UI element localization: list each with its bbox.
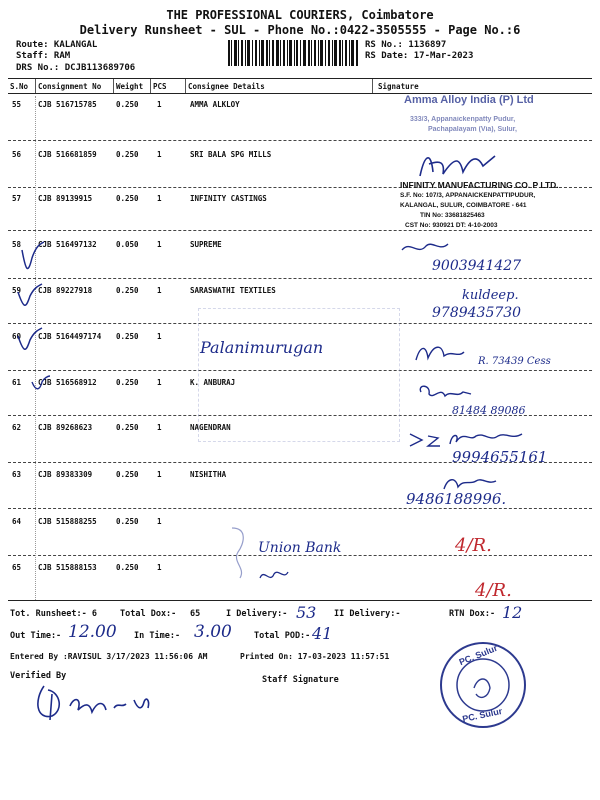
row-sno: 56 — [12, 150, 22, 159]
signature-61 — [415, 382, 475, 406]
row-weight: 0.250 — [116, 563, 139, 572]
row-divider — [8, 278, 592, 279]
col-divider — [150, 79, 151, 93]
total-pod-value: 41 — [312, 624, 333, 643]
row-weight: 0.050 — [116, 240, 139, 249]
name-59: kuldeep. — [462, 288, 519, 303]
row-sno: 60 — [12, 332, 22, 341]
verified-signature — [30, 680, 160, 725]
phone-63: 9486188996. — [406, 490, 507, 508]
row-pcs: 1 — [157, 563, 162, 572]
drs-number: DRS No.: DCJB113689706 — [16, 63, 136, 73]
row-sno: 57 — [12, 194, 22, 203]
stamp-amma-name: Amma Alloy India (P) Ltd — [404, 94, 534, 106]
row-weight: 0.250 — [116, 378, 139, 387]
in-time-value: 3.00 — [194, 622, 232, 642]
row-sno: 63 — [12, 470, 22, 479]
row-pcs: 1 — [157, 423, 162, 432]
barcode — [228, 40, 358, 66]
row-pcs: 1 — [157, 150, 162, 159]
row-sno: 59 — [12, 286, 22, 295]
row-weight: 0.250 — [116, 517, 139, 526]
row-consignee: AMMA ALKLOY — [190, 100, 240, 109]
row-pcs: 1 — [157, 286, 162, 295]
staff-signature-label: Staff Signature — [262, 675, 339, 685]
row-pcs: 1 — [157, 240, 162, 249]
verified-by: Verified By — [10, 671, 67, 681]
i-delivery-label: I Delivery:- — [226, 609, 288, 619]
stamp-infinity-cst: CST No: 930921 DT: 4-10-2003 — [405, 222, 498, 229]
seal-text-bottom: PC. Sulur — [461, 705, 504, 725]
row-consignment: CJB 516715785 — [38, 100, 97, 109]
staff-label: Staff: RAM — [16, 51, 71, 61]
scribble-64 — [226, 524, 256, 584]
row-consignee: INFINITY CASTINGS — [190, 194, 267, 203]
in-time-label: In Time:- — [134, 631, 181, 641]
total-dox-value: 65 — [190, 609, 201, 619]
row-consignment: CJB 89383309 — [38, 470, 93, 479]
name-60: Palanimurugan — [200, 338, 324, 357]
col-consignment: Consignment No — [38, 82, 102, 91]
route-label: Route: KALANGAL — [16, 40, 98, 50]
row-divider — [8, 140, 592, 141]
stamp-infinity-tin: TIN No: 33681825463 — [420, 212, 485, 219]
col-sno: S.No — [10, 82, 29, 91]
row-weight: 0.250 — [116, 100, 139, 109]
signature-60 — [412, 340, 467, 366]
row-sno: 62 — [12, 423, 22, 432]
row-sno: 58 — [12, 240, 22, 249]
status-65: 4/R. — [475, 580, 512, 601]
row-consignment: CJB 516681859 — [38, 150, 97, 159]
ii-delivery-label: II Delivery:- — [334, 609, 401, 619]
rtn-dox-label: RTN Dox:- — [449, 609, 496, 619]
row-consignment: CJB 515888255 — [38, 517, 97, 526]
row-pcs: 1 — [157, 470, 162, 479]
col-divider — [35, 79, 36, 93]
row-consignee: NAGENDRAN — [190, 423, 231, 432]
out-time-label: Out Time:- — [10, 631, 62, 641]
total-dox-label: Total Dox:- — [120, 609, 177, 619]
row-consignment: CJB 516568912 — [38, 378, 97, 387]
stamp-infinity-name: INFINITY MANUFACTURING CO. P LTD. — [400, 180, 559, 190]
rs-date: RS Date: 17-Mar-2023 — [365, 51, 474, 61]
phone-62: 9994655161 — [452, 448, 548, 466]
phone-59: 9789435730 — [432, 305, 522, 321]
row-consignment: CJB 89268623 — [38, 423, 93, 432]
phone-61: 81484 89086 — [452, 404, 526, 417]
rs-number: RS No.: 1136897 — [365, 40, 447, 50]
signature-58 — [400, 238, 450, 258]
phone-58: 9003941427 — [432, 258, 522, 274]
row-pcs: 1 — [157, 378, 162, 387]
rtn-dox-value: 12 — [502, 603, 523, 622]
col-divider — [185, 79, 186, 93]
runsheet-title: Delivery Runsheet - SUL - Phone No.:0422-3505555 - Page No.:6 — [79, 23, 521, 37]
row-weight: 0.250 — [116, 470, 139, 479]
row-weight: 0.250 — [116, 194, 139, 203]
row-weight: 0.250 — [116, 150, 139, 159]
row-weight: 0.250 — [116, 423, 139, 432]
mark-62 — [404, 430, 444, 450]
faint-stamp-box — [198, 308, 400, 442]
table-top-rule — [8, 78, 592, 79]
row-consignment: CJB 516497132 — [38, 240, 97, 249]
row-weight: 0.250 — [116, 332, 139, 341]
tick-mark-61 — [30, 374, 52, 394]
seal-text-top: PC. Sulur — [457, 642, 499, 668]
row-sno: 61 — [12, 378, 22, 387]
row-pcs: 1 — [157, 100, 162, 109]
scribble-65 — [256, 566, 290, 586]
row-weight: 0.250 — [116, 286, 139, 295]
row-sno: 65 — [12, 563, 22, 572]
row-pcs: 1 — [157, 517, 162, 526]
row-consignment: CJB 89227918 — [38, 286, 93, 295]
col-signature: Signature — [378, 82, 419, 91]
row-consignee: NISHITHA — [190, 470, 227, 479]
row-sno: 64 — [12, 517, 22, 526]
total-runsheet: Tot. Runsheet:- 6 — [10, 609, 97, 619]
col-weight: Weight — [116, 82, 144, 91]
col-pcs: PCS — [153, 82, 167, 91]
col-divider — [113, 79, 114, 93]
stamp-amma-address1: 333/3, Appanaickenpatty Pudur, — [410, 116, 516, 123]
row-divider — [8, 508, 592, 509]
tick-mark-60 — [14, 324, 44, 356]
entered-by: Entered By :RAVISUL 3/17/2023 11:56:06 AM — [10, 652, 208, 661]
row-consignee: K. ANBURAJ — [190, 378, 236, 387]
row-consignee: SARASWATHI TEXTILES — [190, 286, 276, 295]
col-consignee: Consignee Details — [188, 82, 265, 91]
stamp-infinity-address2: KALANGAL, SULUR, COIMBATORE - 641 — [400, 202, 527, 209]
signature-56 — [415, 148, 505, 180]
signature-62 — [446, 428, 526, 450]
row-consignment: CJB 5164497174 — [38, 332, 102, 341]
row-consignee: SUPREME — [190, 240, 222, 249]
row-sno: 55 — [12, 100, 22, 109]
row-pcs: 1 — [157, 194, 162, 203]
stamp-amma-address2: Pachapalayam (Via), Sulur, — [428, 126, 517, 133]
stamp-infinity-address1: S.F. No: 107/3, APPANAICKENPATTIPUDUR, — [400, 192, 536, 199]
row-pcs: 1 — [157, 332, 162, 341]
out-time-value: 12.00 — [68, 622, 117, 642]
printed-on: Printed On: 17-03-2023 11:57:51 — [240, 652, 390, 661]
note-64: Union Bank — [258, 540, 342, 556]
status-64: 4/R. — [455, 535, 492, 556]
tick-mark-59 — [14, 282, 44, 312]
row-consignee: SRI BALA SPG MILLS — [190, 150, 272, 159]
row-consignment: CJB 89139915 — [38, 194, 93, 203]
phone-60: R. 73439 Cess — [478, 356, 551, 367]
row-consignment: CJB 515888153 — [38, 563, 97, 572]
i-delivery-value: 53 — [296, 603, 317, 622]
tick-mark-58 — [18, 238, 48, 278]
company-title: THE PROFESSIONAL COURIERS, Coimbatore — [166, 8, 434, 22]
row-divider — [8, 230, 592, 231]
col-divider — [372, 79, 373, 93]
total-pod-label: Total POD:- — [254, 631, 311, 641]
